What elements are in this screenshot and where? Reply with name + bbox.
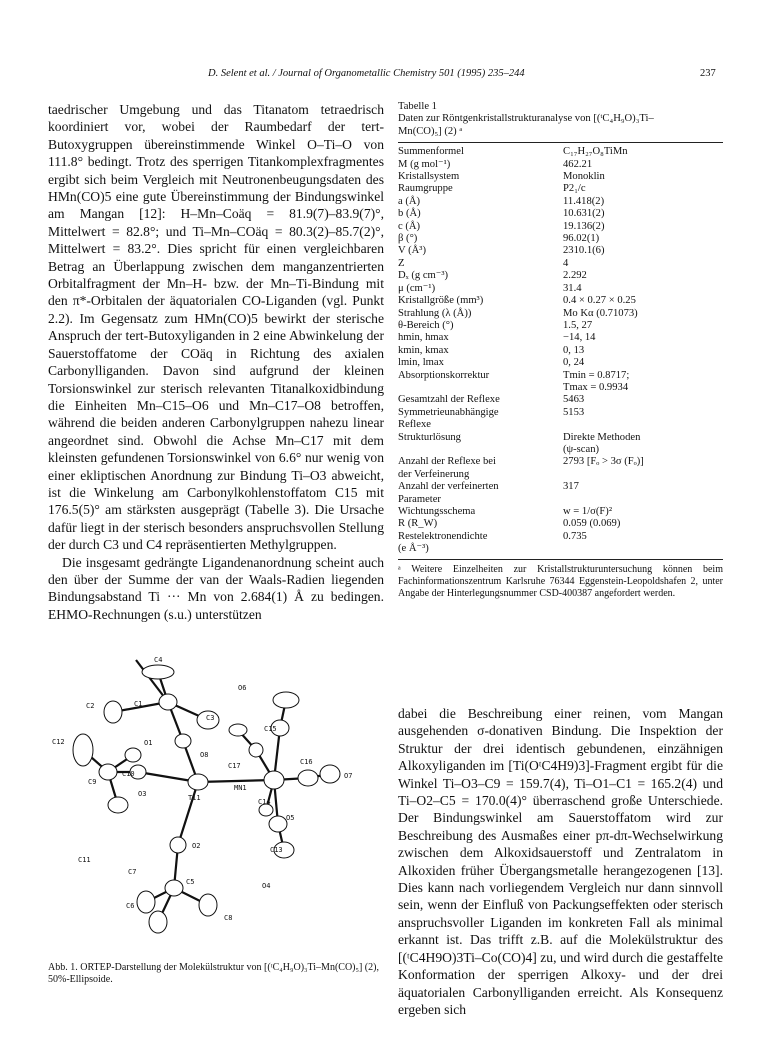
table-cell-parameter: M (g mol⁻¹) — [398, 158, 451, 170]
table-cell-parameter: Anzahl der verfeinerten Parameter — [398, 481, 499, 505]
table-cell-value: 0.4 × 0.27 × 0.25 — [563, 295, 636, 307]
atom-label-O8: O8 — [200, 751, 209, 759]
paragraph: Die insgesamt gedrängte Ligandenanordnung scheint auch den über der Summe der van der Waals-Radien liegenden Bindungsabstand Ti ··· Mn von 2.684(1) Å zu bedingen. EHMO-Rechnungen (s.u.) unterstützen — [48, 554, 384, 622]
atom-label-C12: C12 — [52, 738, 65, 746]
table-row — [398, 332, 723, 344]
table-row — [398, 283, 723, 295]
table-row — [398, 345, 723, 357]
table-cell-value: 462.21 — [563, 158, 593, 170]
table-top-rule — [398, 142, 723, 143]
table-title-line: Daten zur Röntgenkristallstrukturanalyse von [(ᵗC₄H₉O)₃Ti– — [398, 113, 654, 125]
atom-label-C3: C3 — [206, 714, 215, 722]
table-cell-value: 0, 13 — [563, 344, 585, 356]
page-number: 237 — [700, 68, 716, 79]
table-row — [398, 245, 723, 257]
table-row — [398, 518, 723, 530]
table-cell-parameter: kmin, kmax — [398, 344, 449, 356]
table-row — [398, 370, 723, 395]
table-cell-parameter: β (°) — [398, 233, 418, 245]
table-cell-parameter: Summenformel — [398, 146, 464, 158]
running-head: D. Selent et al. / Journal of Organometallic Chemistry 501 (1995) 235–244 — [208, 68, 525, 79]
table-row — [398, 432, 723, 457]
table-cell-value: 2310.1(6) — [563, 245, 605, 257]
table-row — [398, 506, 723, 518]
table-cell-parameter: Kristallgröße (mm³) — [398, 295, 484, 307]
atom-label-C15: C15 — [264, 725, 277, 733]
table-row — [398, 295, 723, 307]
table-cell-value: −14, 14 — [563, 332, 596, 344]
table-cell-parameter: c (Å) — [398, 220, 421, 232]
table-cell-value: 0.735 — [563, 530, 587, 542]
table-cell-parameter: Gesamtzahl der Reflexe — [398, 394, 500, 406]
table-row — [398, 407, 723, 432]
table-cell-value: 96.02(1) — [563, 233, 600, 245]
atom-label-C9: C9 — [88, 778, 97, 786]
table-row — [398, 481, 723, 506]
table-row — [398, 456, 723, 481]
atom-label-C4: C4 — [154, 656, 163, 664]
table-cell-value: 2793 [Fₒ > 3σ (Fₒ)] — [563, 456, 644, 468]
left-column — [48, 101, 384, 623]
atom-label-O7: O7 — [344, 772, 353, 780]
table-cell-parameter: Wichtungsschema — [398, 506, 476, 517]
atom-label-O5: O5 — [286, 814, 295, 822]
table-cell-parameter: hmin, hmax — [398, 332, 449, 344]
table-cell-parameter: Raumgruppe — [398, 183, 453, 195]
table-label: Tabelle 1 — [398, 101, 437, 112]
table-bottom-rule — [398, 559, 723, 560]
table-cell-value: 0, 24 — [563, 357, 585, 369]
table-cell-value: C₁₇H₂₇O₈TiMn — [563, 146, 628, 158]
atom-label-C16: C16 — [300, 758, 313, 766]
paragraph: dabei die Beschreibung einer reinen, vom Mangan ausgehenden σ-donativen Bindung. Die Inspektion der Struktur der drei identisch gebundenen, einzähnigen Alkoxyliganden im [Ti(OᵗC4H9)3]-Fragment ergibt für die Winkel Ti–O3–C9 = 159.7(4), Ti–O1–C1 = 165.2(4) und Ti–O2–C5 = 170.0(4)° überraschend große Unterschiede. Der Bindungswinkel am Sauerstoffatom wird zur Beschreibung des Ausmaßes einer pπ-dπ-Wechselwirkung zwischen dem Alkoxidsauerstoff und Zentralatom in Alkoxiden früher Übergangsmetalle herangezogenen [13]. Dies kann nach vorliegendem Vergleich nur dann sinnvoll sein, wenn der Einfluß von Packungseffekten oder sterisch anspruchsvoller Liganden im konkreten Fall als minimal erkannt ist. Das trifft z.B. auf die Molekülstruktur des [(ᵗC4H9O)3Ti–Co(CO)4] zu, und wird durch die gestaffelte Konformation der sperrigen Alkoxy- und der drei äquatorialen Carbonylliganden erreicht. Als Konsequenz ergeben sich — [398, 706, 723, 1017]
table-cell-parameter: Strukturlösung — [398, 431, 461, 443]
table-cell-value: Direkte Methoden (ψ-scan) — [563, 431, 641, 455]
table-title-line: Mn(CO)₅] (2) ᵃ — [398, 125, 463, 137]
table-row — [398, 208, 723, 220]
table-cell-parameter: Kristallsystem — [398, 171, 460, 183]
table-row — [398, 196, 723, 208]
table-row — [398, 270, 723, 282]
table-cell-parameter: Z — [398, 257, 405, 269]
table-cell-parameter: θ-Bereich (°) — [398, 319, 454, 331]
figure-caption: Abb. 1. ORTEP-Darstellung der Molekülstruktur von [(ᵗC₄H₉O)₃Ti–Mn(CO)₅] (2), 50%-Ellipsoide. — [48, 962, 379, 986]
atom-label-O4: O4 — [262, 882, 271, 890]
atom-label-C13: C13 — [270, 846, 283, 854]
table-cell-value: P2₁/c — [563, 183, 586, 195]
atom-label-C11: C11 — [78, 856, 91, 864]
table-cell-value: 19.136(2) — [563, 220, 605, 232]
table-row — [398, 258, 723, 270]
data-table-block — [398, 101, 723, 601]
table-cell-value: 0.059 (0.069) — [563, 518, 621, 530]
molecule-diagram — [48, 640, 384, 960]
table-cell-parameter: Symmetrieunabhängige Reflexe — [398, 406, 499, 431]
table-row — [398, 233, 723, 245]
table-cell-value: 10.631(2) — [563, 208, 605, 220]
atom-label-O3: O3 — [138, 790, 147, 798]
table-row — [398, 171, 723, 183]
table-row — [398, 357, 723, 369]
table-cell-parameter: Absorptionskorrektur — [398, 369, 490, 381]
table-cell-value: Monoklin — [563, 171, 605, 183]
table-cell-parameter: V (Å³) — [398, 245, 426, 257]
table-cell-value: Tmin = 0.8717; Tmax = 0.9934 — [563, 369, 630, 393]
atom-label-C8: C8 — [224, 914, 233, 922]
atom-label-O6: O6 — [238, 684, 247, 692]
atom-label-C2: C2 — [86, 702, 95, 710]
atom-label-O2: O2 — [192, 842, 201, 850]
table-cell-parameter: b (Å) — [398, 208, 421, 220]
table-row — [398, 320, 723, 332]
table-cell-parameter: Strahlung (λ (Å)) — [398, 307, 472, 319]
table-cell-parameter: Anzahl der Reflexe bei der Verfeinerung — [398, 456, 496, 480]
table-cell-value: 2.292 — [563, 270, 587, 282]
table-cell-value: 31.4 — [563, 282, 582, 294]
table-cell-value: 4 — [563, 257, 569, 269]
atom-label-C14: C14 — [258, 798, 271, 806]
table-row — [398, 221, 723, 233]
table-cell-parameter: μ (cm⁻¹) — [398, 282, 436, 294]
atom-label-C5: C5 — [186, 878, 195, 886]
atom-label-C6: C6 — [126, 902, 135, 910]
table-cell-parameter: a (Å) — [398, 195, 421, 207]
table-cell-value: 1.5, 27 — [563, 319, 593, 331]
table-caption — [398, 101, 723, 138]
atom-label-MN1: MN1 — [234, 784, 247, 792]
table-row — [398, 531, 723, 556]
table-cell-value: w = 1/σ(F)² — [563, 506, 612, 517]
table-cell-value: Mo Kα (0.71073) — [563, 307, 638, 319]
atom-label-Ti1: Ti1 — [188, 794, 201, 802]
table-row — [398, 146, 723, 158]
table-cell-parameter: Dₓ (g cm⁻³) — [398, 270, 449, 282]
atom-label-C17: C17 — [228, 762, 241, 770]
table-cell-value: 5153 — [563, 406, 585, 418]
atom-label-C7: C7 — [128, 868, 137, 876]
ortep-figure — [48, 640, 384, 960]
atom-label-C1: C1 — [134, 700, 143, 708]
paragraph: taedrischer Umgebung und das Titanatom tetraedrisch koordiniert vor, wobei der Raumbedarf der tert-Butoxygruppen übereinstimmende Winkel O–Ti–O von 111.8° bedingt. Trotz des sperrigen Titankomplexfragmentes ergibt sich beim Vergleich mit Neutronenbeugungsdaten des HMn(CO)5 eine gute Übereinstimmung der Bindungswinkel am Mangan [12]: H–Mn–Coäq = 81.9(7)–83.9(7)°, Mittelwert = 82.8°; und Ti–Mn–COäq = 80.3(2)–85.7(2)°, Mittelwert = 83.2°. Dies spricht für einen vergleichbaren Betrag an Überlappung zwischen dem manganzentrierten Orbitalfragment der Mn–H- bzw. der Mn–Ti-Bindung mit den π*-Orbitalen der äquatorialen CO-Liganden (vgl. Punkt 2.2). Im Gegensatz zum HMn(CO)5 bewirkt der sterische Anspruch der tert-Butoxyliganden in 2 eine Abwinkelung der Sauerstoffatome der COäq in Richtung des axialen Carbonylliganden. Davon sind aufgrund der kleinen Torsionswinkel zur sterisch relevanten Titanalkoxidbindung die Einheiten Mn–C15–O6 und Mn–C17–O8 betroffen, während die beiden anderen Carbonylgruppen nahezu linear angeordnet sind. Obwohl die Achse Mn–C17 mit dem kleinsten gefundenen Torsionswinkel von 6.6° nur wenig von einer ekliptischen Anordnung zur Bindung Ti–O3 abweicht, ist die Winkelung am Carbonylkohlenstoffatom C15 mit 176.5(5)° am stärksten ausgeprägt (Tabelle 3). Die Ursache dafür liegt in der sterisch besonders anspruchsvollen Stellung der durch C3 und C4 repräsentierten Methylgruppen. — [48, 102, 384, 553]
table-row — [398, 159, 723, 171]
table-cell-parameter: R (R_W) — [398, 518, 438, 530]
table-cell-parameter: Restelektronendichte (e Å⁻³) — [398, 530, 488, 555]
atom-label-O1: O1 — [144, 739, 153, 747]
right-column — [398, 705, 723, 1018]
table-row — [398, 183, 723, 195]
table-footnote: ᵃ Weitere Einzelheiten zur Kristallstrukturuntersuchung können beim Fachinformationszentrum Karlsruhe 76344 Eggenstein-Leopoldshafen 2, unter Angabe der Hinterlegungsnummer CSD-400387 angefordert werden. — [398, 563, 723, 600]
table-cell-parameter: lmin, lmax — [398, 357, 444, 369]
table-cell-value: 5463 — [563, 394, 585, 406]
crystal-data-table — [398, 146, 723, 555]
table-row — [398, 394, 723, 406]
table-cell-value: 11.418(2) — [563, 195, 605, 207]
table-cell-value: 317 — [563, 481, 579, 493]
table-row — [398, 308, 723, 320]
atom-label-C10: C10 — [122, 770, 135, 778]
